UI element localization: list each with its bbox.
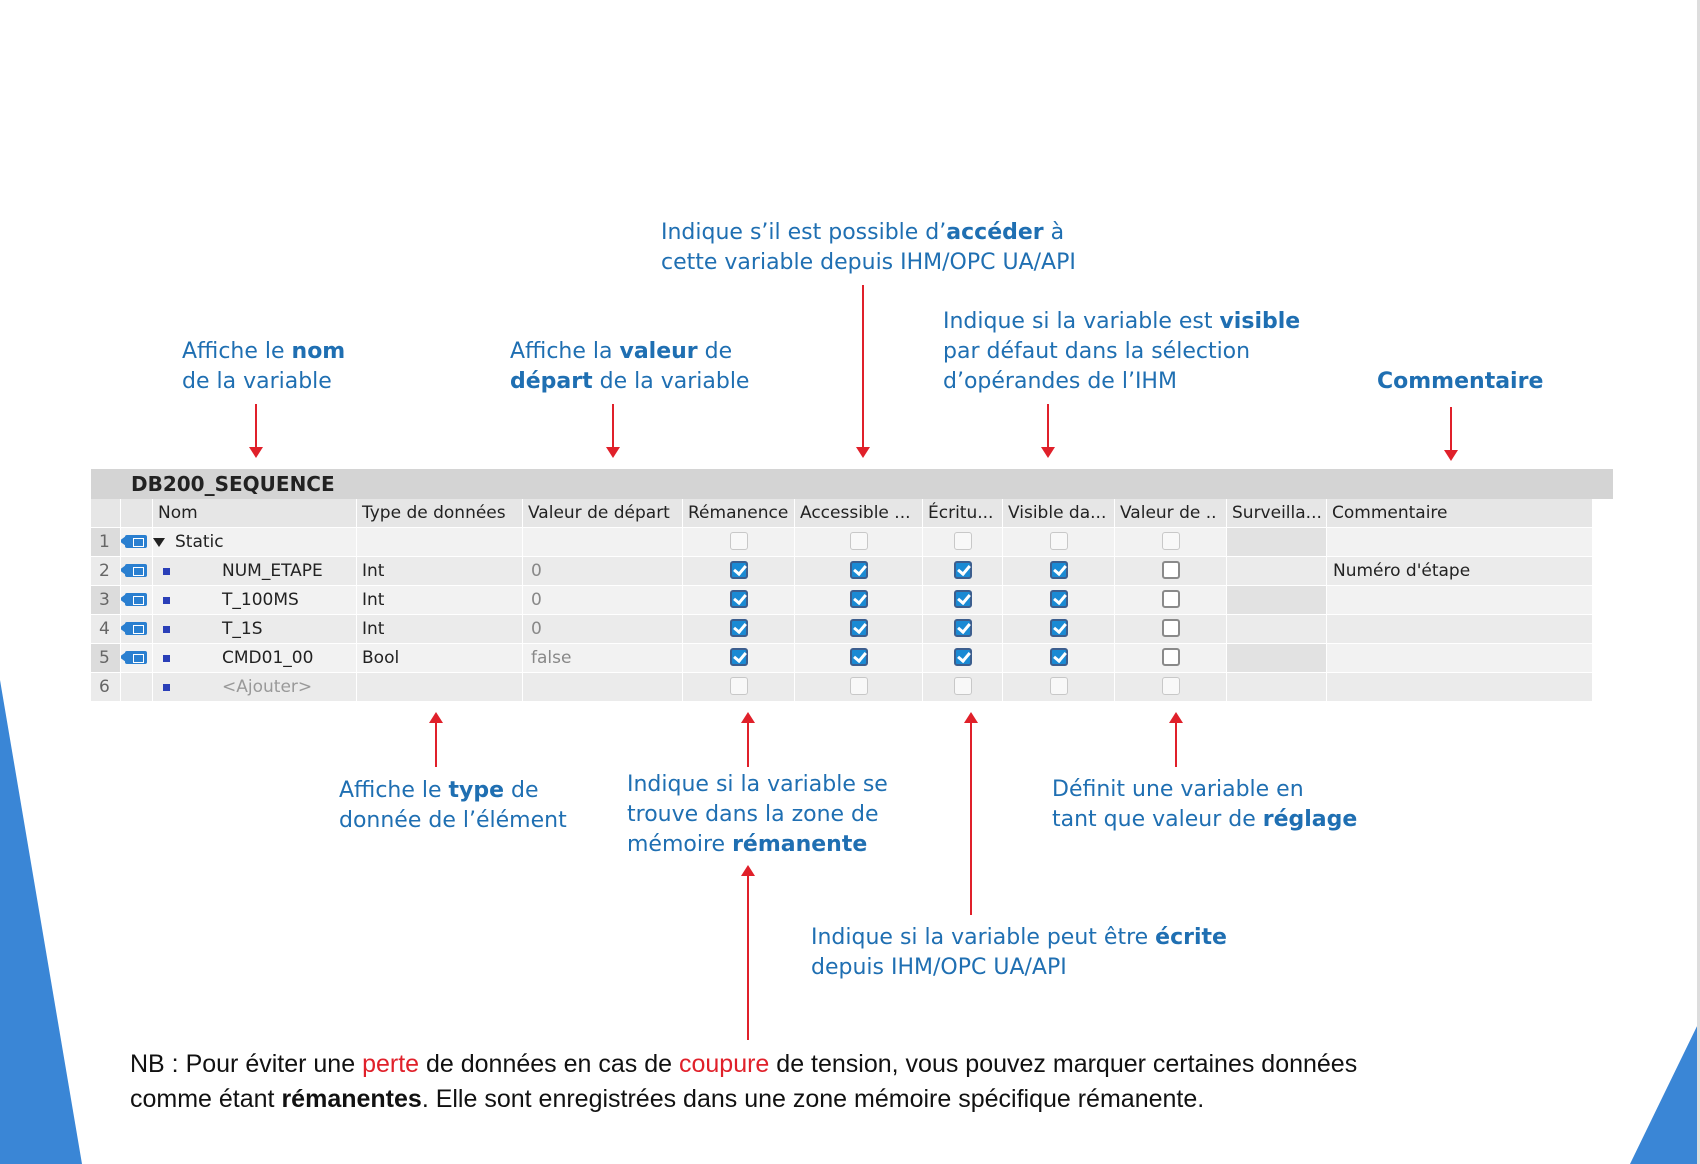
valeur-reglage-checkbox[interactable] — [1115, 644, 1227, 673]
row-number: 1 — [91, 528, 121, 557]
row-value-cell[interactable] — [523, 528, 683, 557]
row-type-cell[interactable]: Int — [357, 615, 523, 644]
visible-checkbox[interactable] — [1003, 586, 1115, 615]
row-type-cell[interactable] — [357, 528, 523, 557]
header-num — [91, 499, 121, 528]
header-valeur-reglage[interactable]: Valeur de .. — [1115, 499, 1227, 528]
remanence-checkbox[interactable] — [683, 528, 795, 557]
row-value-cell[interactable]: 0 — [523, 557, 683, 586]
header-ecriture[interactable]: Écritu... — [923, 499, 1003, 528]
arrow-acceder — [862, 285, 864, 448]
table-header-row — [91, 499, 1613, 528]
remanence-checkbox[interactable] — [683, 557, 795, 586]
ecriture-checkbox[interactable] — [923, 615, 1003, 644]
ecriture-checkbox[interactable] — [923, 586, 1003, 615]
ecriture-checkbox[interactable] — [923, 644, 1003, 673]
row-value-cell[interactable] — [523, 673, 683, 702]
arrow-remanence-nb — [747, 875, 749, 1040]
row-name-cell[interactable]: T_1S — [153, 615, 357, 644]
annotation-ecrite: Indique si la variable peut être écrite depuis IHM/OPC UA/API — [811, 925, 1227, 980]
variable-bullet-icon — [163, 655, 170, 662]
annotation-visible: Indique si la variable est visible par défaut dans la sélection d’opérandes de l’IHM — [943, 309, 1301, 394]
arrow-type — [435, 722, 437, 767]
table-row[interactable] — [91, 644, 1613, 673]
db-interface-icon — [121, 615, 153, 644]
db-interface-icon — [121, 557, 153, 586]
annotation-nom: Affiche le nom de la variable — [182, 339, 346, 394]
header-commentaire[interactable]: Commentaire — [1327, 499, 1593, 528]
header-nom[interactable]: Nom — [153, 499, 357, 528]
db-title: DB200_SEQUENCE — [91, 469, 1613, 499]
visible-checkbox[interactable] — [1003, 644, 1115, 673]
visible-checkbox[interactable] — [1003, 673, 1115, 702]
empty-icon-cell — [121, 673, 153, 702]
annotation-type: Affiche le type de donnée de l’élément — [339, 778, 567, 833]
row-comment-cell[interactable]: Numéro d'étape — [1327, 557, 1593, 586]
accessible-checkbox[interactable] — [795, 557, 923, 586]
row-number: 6 — [91, 673, 121, 702]
surveillance-cell[interactable] — [1227, 615, 1327, 644]
row-comment-cell[interactable] — [1327, 615, 1593, 644]
header-remanence[interactable]: Rémanence — [683, 499, 795, 528]
header-type[interactable]: Type de données — [357, 499, 523, 528]
accessible-checkbox[interactable] — [795, 615, 923, 644]
valeur-reglage-checkbox[interactable] — [1115, 557, 1227, 586]
variable-bullet-icon — [163, 626, 170, 633]
surveillance-cell[interactable] — [1227, 528, 1327, 557]
table-row[interactable] — [91, 557, 1613, 586]
variable-bullet-icon — [163, 597, 170, 604]
row-value-cell[interactable]: false — [523, 644, 683, 673]
header-accessible[interactable]: Accessible ... — [795, 499, 923, 528]
remanence-checkbox[interactable] — [683, 586, 795, 615]
arrow-reglage — [1175, 722, 1177, 767]
left-blue-accent-shape — [0, 680, 90, 1164]
row-comment-cell[interactable] — [1327, 528, 1593, 557]
db-interface-icon — [121, 586, 153, 615]
surveillance-cell[interactable] — [1227, 673, 1327, 702]
row-comment-cell[interactable] — [1327, 644, 1593, 673]
arrow-visible — [1047, 404, 1049, 448]
visible-checkbox[interactable] — [1003, 615, 1115, 644]
row-type-cell[interactable]: Int — [357, 586, 523, 615]
table-row[interactable] — [91, 615, 1613, 644]
row-name-cell[interactable]: CMD01_00 — [153, 644, 357, 673]
header-valeur[interactable]: Valeur de départ — [523, 499, 683, 528]
annotation-reglage: Définit une variable en tant que valeur de réglage — [1052, 777, 1358, 832]
surveillance-cell[interactable] — [1227, 586, 1327, 615]
remanence-checkbox[interactable] — [683, 673, 795, 702]
row-value-cell[interactable]: 0 — [523, 586, 683, 615]
accessible-checkbox[interactable] — [795, 673, 923, 702]
row-name-cell[interactable]: NUM_ETAPE — [153, 557, 357, 586]
ecriture-checkbox[interactable] — [923, 557, 1003, 586]
table-row[interactable] — [91, 586, 1613, 615]
surveillance-cell[interactable] — [1227, 557, 1327, 586]
valeur-reglage-checkbox[interactable] — [1115, 586, 1227, 615]
annotation-valeur: Affiche la valeur de départ de la variable — [510, 339, 750, 394]
arrow-commentaire — [1450, 407, 1452, 451]
annotation-acceder: Indique s’il est possible d’accéder à cette variable depuis IHM/OPC UA/API — [661, 220, 1076, 275]
annotation-remanence: Indique si la variable se trouve dans la zone de mémoire rémanente — [627, 772, 888, 857]
accessible-checkbox[interactable] — [795, 528, 923, 557]
header-visible[interactable]: Visible da... — [1003, 499, 1115, 528]
accessible-checkbox[interactable] — [795, 644, 923, 673]
table-row[interactable] — [91, 673, 1613, 702]
row-type-cell[interactable]: Int — [357, 557, 523, 586]
add-row-cell[interactable]: <Ajouter> — [153, 673, 357, 702]
expand-triangle-icon[interactable] — [153, 538, 165, 547]
row-number: 4 — [91, 615, 121, 644]
valeur-reglage-checkbox[interactable] — [1115, 528, 1227, 557]
ecriture-checkbox[interactable] — [923, 528, 1003, 557]
arrow-valeur — [612, 404, 614, 448]
row-number: 5 — [91, 644, 121, 673]
arrow-remanence — [747, 722, 749, 767]
header-surveillance[interactable]: Surveilla... — [1227, 499, 1327, 528]
db-interface-icon — [121, 644, 153, 673]
row-number: 2 — [91, 557, 121, 586]
row-value-cell[interactable]: 0 — [523, 615, 683, 644]
row-comment-cell[interactable] — [1327, 673, 1593, 702]
row-comment-cell[interactable] — [1327, 586, 1593, 615]
row-number: 3 — [91, 586, 121, 615]
visible-checkbox[interactable] — [1003, 528, 1115, 557]
visible-checkbox[interactable] — [1003, 557, 1115, 586]
ecriture-checkbox[interactable] — [923, 673, 1003, 702]
remanence-checkbox[interactable] — [683, 615, 795, 644]
variable-bullet-icon — [163, 568, 170, 575]
arrow-nom — [255, 404, 257, 448]
row-type-cell[interactable]: Bool — [357, 644, 523, 673]
row-type-cell[interactable] — [357, 673, 523, 702]
valeur-reglage-checkbox[interactable] — [1115, 615, 1227, 644]
valeur-reglage-checkbox[interactable] — [1115, 673, 1227, 702]
row-name-cell[interactable]: T_100MS — [153, 586, 357, 615]
db-table — [91, 469, 1613, 702]
table-row[interactable] — [91, 528, 1613, 557]
arrow-ecrite — [970, 722, 972, 915]
row-name-cell[interactable]: Static — [153, 528, 357, 557]
db-interface-icon — [121, 528, 153, 557]
remanence-checkbox[interactable] — [683, 644, 795, 673]
accessible-checkbox[interactable] — [795, 586, 923, 615]
nb-footnote: NB : Pour éviter une perte de données en cas de coupure de tension, vous pouvez marquer certaines données comme étant rémanentes. Elle sont enregistrées dans une zone mémoire spécifique rémanente. — [130, 1050, 1358, 1113]
header-icon — [121, 499, 153, 528]
right-blue-accent-shape — [1630, 1020, 1700, 1164]
variable-bullet-icon — [163, 684, 170, 691]
surveillance-cell[interactable] — [1227, 644, 1327, 673]
annotation-commentaire: Commentaire — [1377, 369, 1544, 394]
